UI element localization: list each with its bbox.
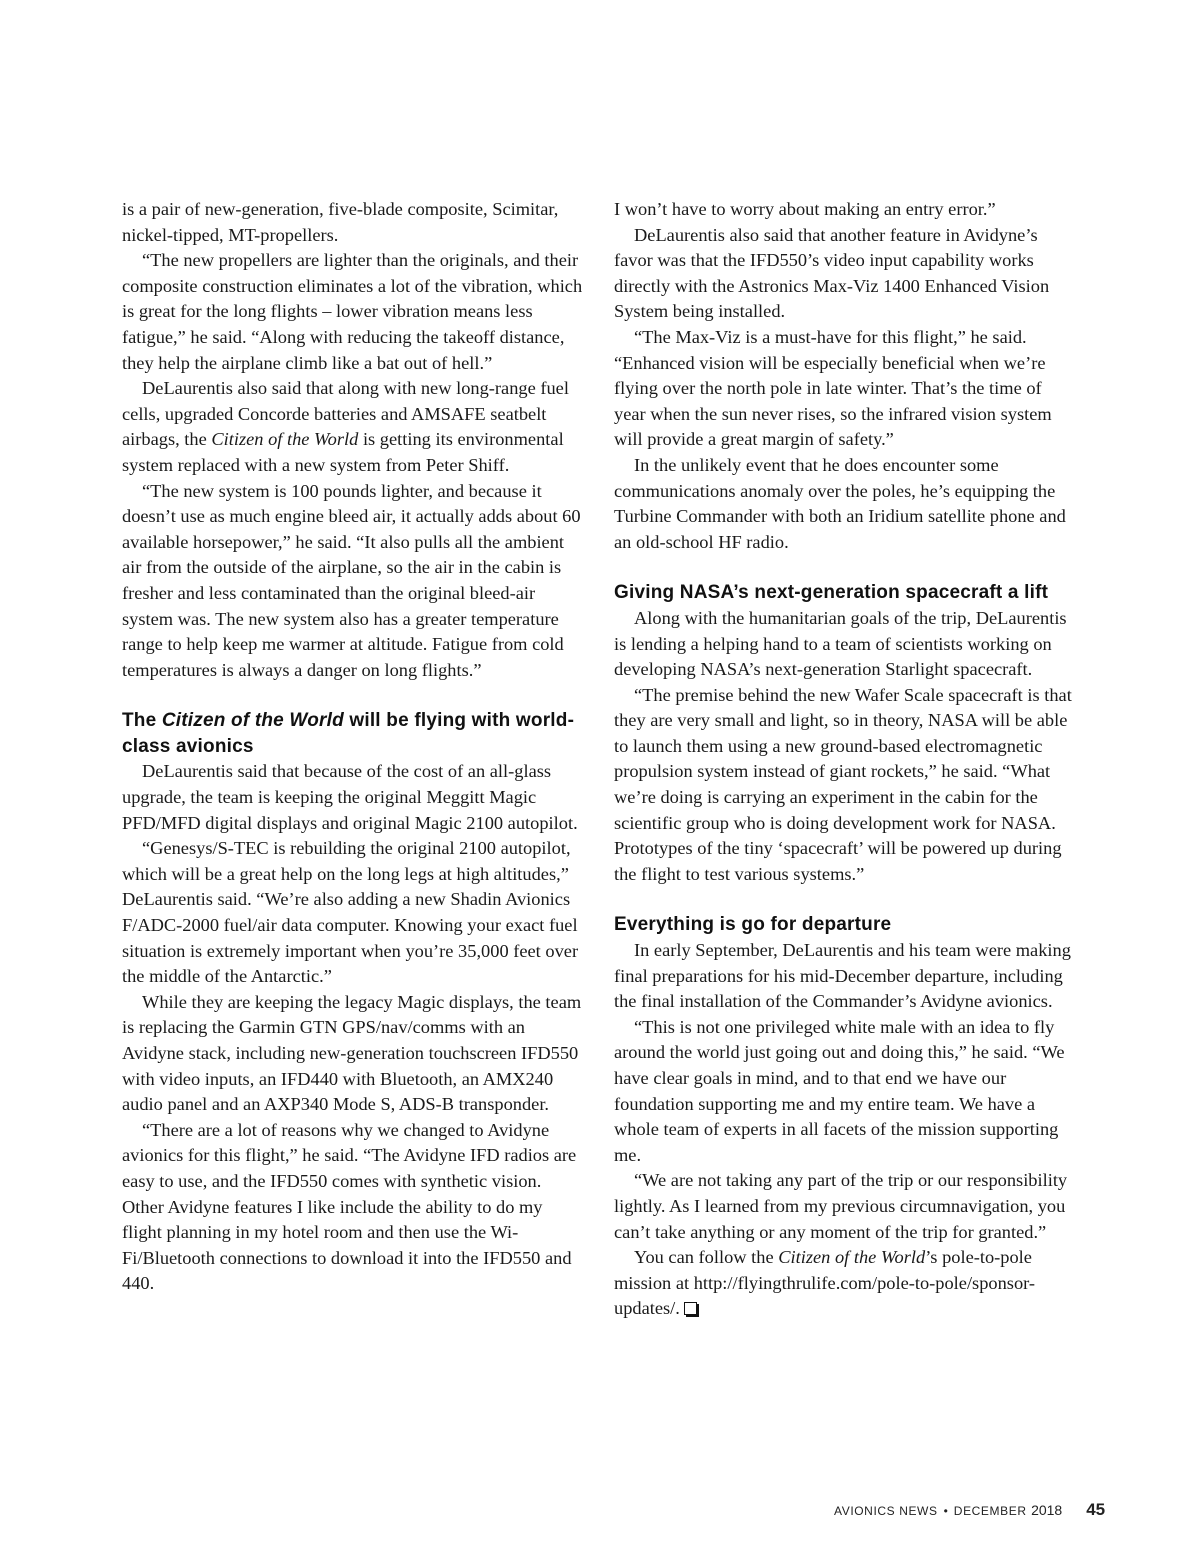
paragraph: I won’t have to worry about making an entry error.” bbox=[614, 199, 996, 219]
section-heading bbox=[122, 708, 584, 759]
heading-italic: Citizen of the World bbox=[161, 710, 344, 732]
publication-name: Citizen of the World bbox=[211, 429, 359, 450]
paragraph: “Genesys/S-TEC is rebuilding the original 2100 autopilot, which will be a great help on the long legs at high altitudes,” DeLaurentis said. “We’re also adding a new Shadin Avionics F/ADC-2000 fuel/air data computer. Knowing your exact fuel situation is extremely important when you’re 35,000 feet over the middle of the Antarctic.” bbox=[122, 838, 579, 987]
text-run: DeLaurentis also said that along with new long-range fuel cells, upgraded Concorde batteries and AMSAFE seatbelt airbags, the bbox=[122, 378, 569, 450]
text-run: You can follow the bbox=[634, 1247, 779, 1268]
paragraph: Along with the humanitarian goals of the trip, DeLaurentis is lending a helping hand to a team of scientists working on developing NASA’s next-generation Starlight spacecraft. bbox=[614, 607, 1067, 680]
publication-name: Citizen of the World bbox=[778, 1247, 926, 1268]
paragraph bbox=[122, 376, 584, 478]
heading-run: will be flying with world-class avionics bbox=[122, 710, 575, 757]
paragraph: “The new system is 100 pounds lighter, and because it doesn’t use as much engine bleed air, it actually adds about 60 available horsepower,” he said. “It also pulls all the ambient air from the outside of the airplane, so the air in the cabin is fresher and less contaminated than the original bleed-air system was. The new system also has a greater temperature range to help keep me warmer at altitude. Fatigue from cold temperatures is always a danger on long flights.” bbox=[122, 480, 581, 680]
paragraph: “The premise behind the new Wafer Scale spacecraft is that they are very small and light, so in theory, NASA will be able to launch them using a new ground-based electromagnetic propulsion system instead of giant rockets,” he said. “What we’re doing is carrying an experiment in the cabin for the scientific group who is doing development work for NASA. Prototypes of the tiny ‘spacecraft’ will be powered up during the flight to test various systems.” bbox=[614, 684, 1072, 884]
paragraph: While they are keeping the legacy Magic displays, the team is replacing the Garmin GTN GPS/nav/comms with an Avidyne stack, including new-generation touchscreen IFD550 with video inputs, an IFD440 with Bluetooth, an AMX240 audio panel and an AXP340 Mode S, ADS-B transponder. bbox=[122, 991, 582, 1115]
issue-month: DECEMBER bbox=[953, 1504, 1027, 1518]
issue-year: 2018 bbox=[1031, 1502, 1063, 1518]
paragraph: is a pair of new-generation, five-blade composite, Scimitar, nickel-tipped, MT-propellers. bbox=[122, 199, 559, 245]
text-run: is getting its environmental system replaced with a new system from Peter Shiff. bbox=[122, 429, 564, 475]
paragraph: “There are a lot of reasons why we changed to Avidyne avionics for this flight,” he said. “The Avidyne IFD radios are easy to use, and the IFD550 comes with synthetic vision. Other Avidyne features I like include the ability to do my flight planning in my hotel room and then use the Wi-Fi/Bluetooth connections to download it into the IFD550 and 440. bbox=[122, 1119, 577, 1294]
page-footer bbox=[834, 1500, 1105, 1520]
paragraph: In early September, DeLaurentis and his team were making final preparations for his mid-December departure, including the final installation of the Commander’s Avidyne avionics. bbox=[614, 940, 1071, 1012]
paragraph: DeLaurentis also said that another feature in Avidyne’s favor was that the IFD550’s video input capability works directly with the Astronics Max-Viz 1400 Enhanced Vision System being installed. bbox=[614, 224, 1050, 322]
end-of-article-square-icon bbox=[684, 1302, 697, 1315]
section-heading: Giving NASA’s next-generation spacecraft a lift bbox=[614, 582, 1049, 604]
text-run: ’s pole-to-pole mission at http://flyingthrulife.com/pole-to-pole/sponsor-updates/. bbox=[614, 1247, 1036, 1319]
section-heading: Everything is go for departure bbox=[614, 914, 892, 936]
page-number: 45 bbox=[1086, 1500, 1106, 1519]
paragraph: DeLaurentis said that because of the cost of an all-glass upgrade, the team is keeping the original Meggitt Magic PFD/MFD digital displays and original Magic 2100 autopilot. bbox=[122, 761, 578, 833]
publication-name-footer: AVIONICS NEWS bbox=[834, 1504, 938, 1518]
left-column bbox=[122, 197, 584, 1297]
paragraph: “The new propellers are lighter than the originals, and their composite construction eliminates a lot of the vibration, which is great for the long flights – lower vibration means less fatigue,” he said. “Along with reducing the takeoff distance, they help the airplane climb like a bat out of hell.” bbox=[122, 250, 583, 373]
footer-bullet: • bbox=[943, 1504, 948, 1518]
right-column bbox=[614, 197, 1076, 1322]
paragraph: “This is not one privileged white male with an idea to fly around the world just going out and doing this,” he said. “We have clear goals in mind, and to that end we have our foundation supporting me and my entire team. We have a whole team of experts in all facets of the mission supporting me. bbox=[614, 1016, 1065, 1165]
paragraph: In the unlikely event that he does encounter some communications anomaly over the poles, he’s equipping the Turbine Commander with both an Iridium satellite phone and an old-school HF radio. bbox=[614, 454, 1066, 552]
paragraph: “We are not taking any part of the trip or our responsibility lightly. As I learned from my previous circumnavigation, you can’t take anything or any moment of the trip for granted.” bbox=[614, 1170, 1068, 1242]
paragraph bbox=[614, 1245, 1076, 1322]
paragraph: “The Max-Viz is a must-have for this flight,” he said. “Enhanced vision will be especially beneficial when we’re flying over the north pole in late winter. That’s the time of year when the sun never rises, so the infrared vision system will provide a great margin of safety.” bbox=[614, 326, 1052, 450]
heading-run: The bbox=[122, 710, 162, 732]
